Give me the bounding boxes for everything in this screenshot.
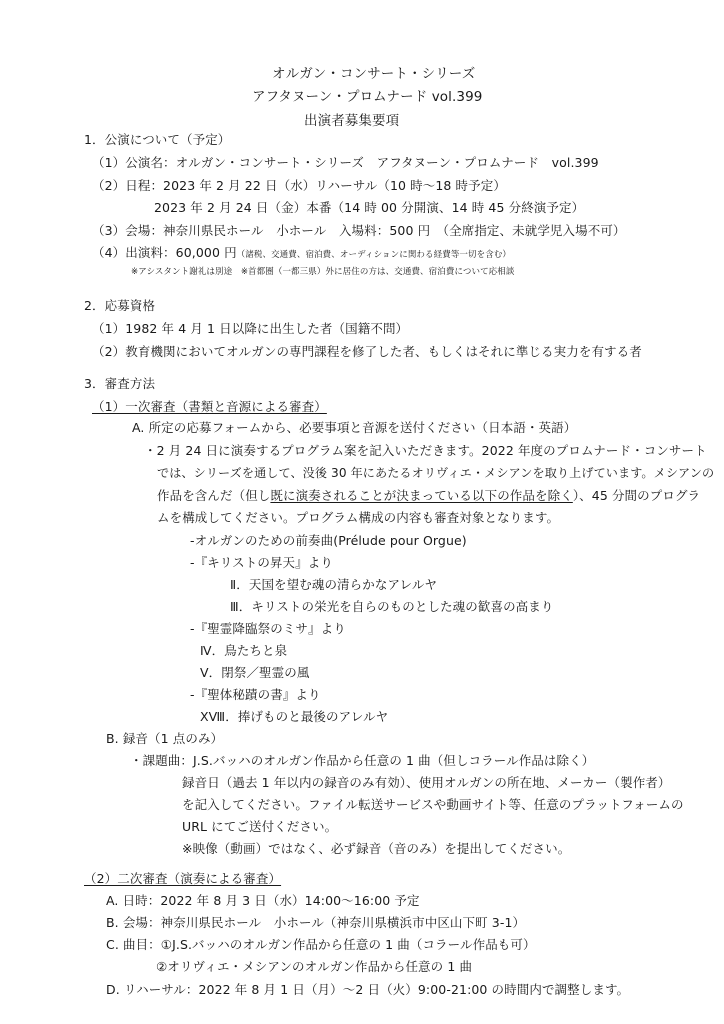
second-screening-a: A. 日時：2022 年 8 月 3 日（水）14:00～16:00 予定 [106,893,420,908]
first-screening-b: B. 録音（1 点のみ） [106,731,224,746]
recording-line3: を記入してください。ファイル転送サービスや動画サイト等、任意のプラットフォームの [182,797,684,812]
work-item: -『キリストの昇天』より [190,555,333,570]
concert-title: アフタヌーン・プロムナード vol.399 [252,89,483,105]
excluded-works-note: 既に演奏されることが決まっている以下の作品を除く [270,488,573,503]
section1-heading: 1．公演について（予定） [84,132,231,147]
program-para-line2: では、シリーズを通して、没後 30 年にあたるオリヴィエ・メシアンを取り上げています。メシアンの [157,466,715,480]
program-para-line3 [157,490,700,503]
section1-item2-performance: 2023 年 2 月 24 日（金）本番（14 時 00 分開演、14 時 45 分終演予定） [154,200,585,215]
recording-line2: 録音日（過去 1 年以内の録音のみ有効）、使用オルガンの所在地、メーカー（製作者） [182,775,671,790]
recording-line1: ・課題曲：J.S.バッハのオルガン作品から任意の 1 曲（但しコラール作品は除く） [130,753,595,768]
fee-note: （諸税、交通費、宿泊費、オーディションに関わる経費等一切を含む） [236,250,512,260]
second-screening-heading: （2）二次審査（演奏による審査） [84,871,282,886]
section1-item3: （3）会場：神奈川県民ホール 小ホール 入場料：500 円 （全席指定、未就学児入場不可） [92,223,626,238]
first-screening-heading: （1）一次審査（書類と音源による審査） [92,399,327,414]
second-screening-d: D. リハーサル：2022 年 8 月 1 日（月）～2 日（火）9:00-21:00 の時間内で調整します。 [106,982,630,997]
second-screening-c1: C. 曲目：①J.S.バッハのオルガン作品から任意の 1 曲（コラール作品も可） [106,937,536,952]
work-movement: Ⅴ．閉祭／聖霊の風 [200,665,310,680]
second-screening-b: B. 会場：神奈川県民ホール 小ホール（神奈川県横浜市中区山下町 3-1） [106,915,526,930]
section2-item2: （2）教育機関においてオルガンの専門課程を修了した者、もしくはそれに準じる実力を有する者 [92,344,642,359]
section1-item2-rehearsal: （2）日程：2023 年 2 月 22 日（水）リハーサル（10 時～18 時予定） [92,178,506,193]
work-movement: Ⅲ．キリストの栄光を自らのものとした魂の歓喜の高まり [230,599,554,614]
section1-item1: （1）公演名：オルガン・コンサート・シリーズ アフタヌーン・プロムナード vol.399 [92,155,599,170]
section3-heading: 3．審査方法 [84,376,156,391]
program-para-line4: ムを構成してください。プログラム構成の内容も審査対象となります。 [157,510,560,525]
fee-label: （4）出演料：60,000 円 [92,245,237,260]
para3-pre: 作品を含んだ（但し [157,488,271,503]
work-movement: ⅩⅧ．捧げものと最後のアレルヤ [200,709,389,724]
work-movement: Ⅱ．天国を望む魂の清らかなアレルヤ [230,577,438,592]
work-item: -オルガンのための前奏曲(Prélude pour Orgue) [190,533,467,548]
section1-item4 [92,247,511,260]
series-title: オルガン・コンサート・シリーズ [272,66,476,82]
section2-heading: 2．応募資格 [84,298,156,313]
program-para-line1: ・2 月 24 日に演奏するプログラム案を記入いただきます。2022 年度のプロムナード・コンサート [144,443,707,458]
recording-line4: URL にてご送付ください。 [182,819,338,834]
section2-item1: （1）1982 年 4 月 1 日以降に出生した者（国籍不問） [92,321,409,336]
work-item: -『聖霊降臨祭のミサ』より [190,621,346,636]
second-screening-c2: ②オリヴィエ・メシアンのオルガン作品から任意の 1 曲 [156,959,473,974]
first-screening-a: A. 所定の応募フォームから、必要事項と音源を送付ください（日本語・英語） [132,420,577,435]
recording-line5: ※映像（動画）ではなく、必ず録音（音のみ）を提出してください。 [182,841,571,856]
para3-post: ）、45 分間のプログラ [572,488,701,503]
section1-note: ※アシスタント謝礼は別途 ※首都圏（一都三県）外に居住の方は、交通費、宿泊費について応相談 [131,267,515,277]
work-movement: Ⅳ．鳥たちと泉 [200,643,288,658]
page-title: 出演者募集要項 [304,113,400,129]
work-item: -『聖体秘蹟の書』より [190,687,321,702]
